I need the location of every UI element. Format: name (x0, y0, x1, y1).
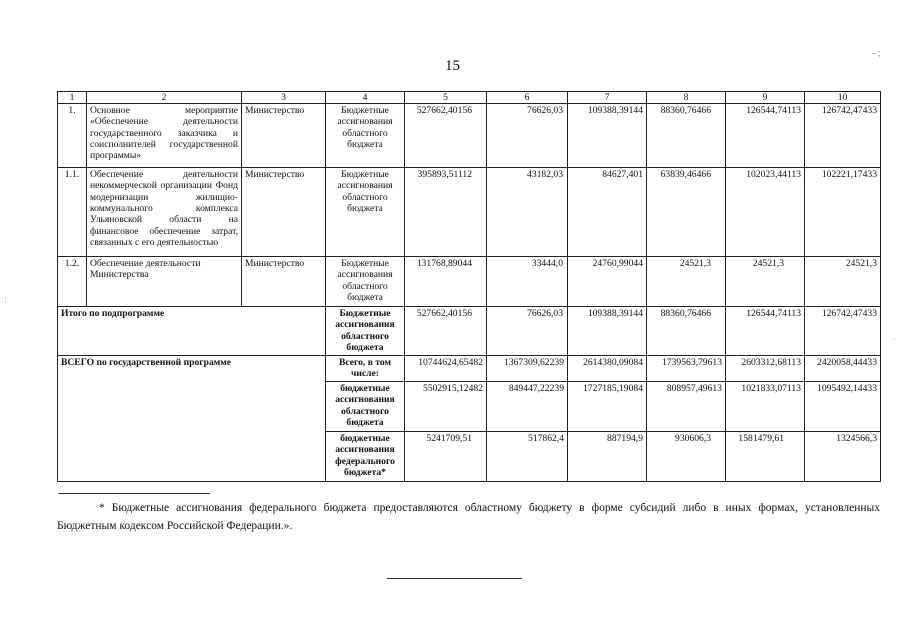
activity-name: Обеспечение деятельности Министерства (87, 257, 242, 307)
column-number: 9 (726, 92, 805, 104)
value-year: 84627,401 (568, 168, 647, 257)
column-number: 4 (326, 92, 405, 104)
funding-source: Всего, в том числе: (326, 356, 405, 382)
value-year: 1367309,62239 (487, 356, 568, 382)
table-row (58, 257, 881, 307)
table-row (58, 104, 881, 168)
column-number: 7 (568, 92, 647, 104)
value-year: 1727185,19084 (568, 382, 647, 432)
value-year: 126742,47433 (805, 307, 881, 356)
column-number: 1 (58, 92, 87, 104)
value-year: 1581479,61 (726, 432, 805, 482)
value-total: 527662,40156 (405, 307, 487, 356)
value-year: 88360,76466 (647, 104, 726, 168)
value-year: 102221,17433 (805, 168, 881, 257)
value-total: 527662,40156 (405, 104, 487, 168)
value-year: 517862,4 (487, 432, 568, 482)
table-header-row (58, 92, 881, 104)
value-year: 1739563,79613 (647, 356, 726, 382)
value-total: 5502915,12482 (405, 382, 487, 432)
value-year: 126544,74113 (726, 307, 805, 356)
activity-name: Обеспечение деятельности некоммерческой организации Фонд модернизации жилищно-коммунального комплекса Ульяновской области на финансовое обеспечение затрат, связанных с его деятельностью (87, 168, 242, 257)
value-year: 24760,99044 (568, 257, 647, 307)
value-year: 1324566,3 (805, 432, 881, 482)
value-year: 33444,0 (487, 257, 568, 307)
value-total: 10744624,65482 (405, 356, 487, 382)
funding-source: Бюджетные ассигнования областного бюджета (326, 307, 405, 356)
column-number: 10 (805, 92, 881, 104)
column-number: 5 (405, 92, 487, 104)
funding-source: Бюджетные ассигнования областного бюджета (326, 257, 405, 307)
margin-mark: - ; (872, 48, 881, 59)
value-year: 43182,03 (487, 168, 568, 257)
column-number: 6 (487, 92, 568, 104)
value-year: 76626,03 (487, 307, 568, 356)
value-total: 395893,51112 (405, 168, 487, 257)
value-year: 109388,39144 (568, 104, 647, 168)
footnote-divider (58, 493, 210, 494)
margin-mark: : (4, 294, 7, 305)
bottom-divider (387, 578, 522, 579)
row-number: 1.1. (58, 168, 87, 257)
funding-source: бюджетные ассигнования областного бюджета (326, 382, 405, 432)
value-year: 2614380,09084 (568, 356, 647, 382)
value-year: 126742,47433 (805, 104, 881, 168)
value-year: 24521,3 (726, 257, 805, 307)
funding-source: бюджетные ассигнования федерального бюджета* (326, 432, 405, 482)
budget-table (57, 91, 881, 482)
value-year: 24521,3 (647, 257, 726, 307)
value-year: 930606,3 (647, 432, 726, 482)
value-year: 2420058,44433 (805, 356, 881, 382)
column-number: 2 (87, 92, 242, 104)
funding-source: Бюджетные ассигнования областного бюджета (326, 104, 405, 168)
grand-total-label: ВСЕГО по государственной программе (58, 356, 326, 482)
value-year: 887194,9 (568, 432, 647, 482)
value-year: 2603312,68113 (726, 356, 805, 382)
margin-mark: . (893, 332, 896, 343)
value-year: 1021833,07113 (726, 382, 805, 432)
executor: Министерство (242, 168, 326, 257)
subtotal-row (58, 307, 881, 356)
column-number: 3 (242, 92, 326, 104)
subtotal-label: Итого по подпрограмме (58, 307, 326, 356)
activity-name: Основное мероприятие «Обеспечение деятельности государственного заказчика и соисполнителей государственной программы» (87, 104, 242, 168)
value-year: 76626,03 (487, 104, 568, 168)
value-year: 126544,74113 (726, 104, 805, 168)
value-year: 102023,44113 (726, 168, 805, 257)
page-number: 15 (445, 58, 460, 74)
value-year: 1095492,14433 (805, 382, 881, 432)
value-year: 63839,46466 (647, 168, 726, 257)
row-number: 1. (58, 104, 87, 168)
column-number: 8 (647, 92, 726, 104)
value-total: 131768,89044 (405, 257, 487, 307)
value-year: 24521,3 (805, 257, 881, 307)
funding-source: Бюджетные ассигнования областного бюджета (326, 168, 405, 257)
value-year: 88360,76466 (647, 307, 726, 356)
footnote: * Бюджетные ассигнования федерального бюджета предоставляются областному бюджету в форме субсидий либо в иных формах, установленных Бюджетным кодексом Российской Федерации.». (57, 502, 880, 532)
value-total: 5241709,51 (405, 432, 487, 482)
value-year: 808957,49613 (647, 382, 726, 432)
executor: Министерство (242, 257, 326, 307)
row-number: 1.2. (58, 257, 87, 307)
value-year: 849447,22239 (487, 382, 568, 432)
table-row (58, 168, 881, 257)
executor: Министерство (242, 104, 326, 168)
grand-total-row (58, 356, 881, 382)
value-year: 109388,39144 (568, 307, 647, 356)
